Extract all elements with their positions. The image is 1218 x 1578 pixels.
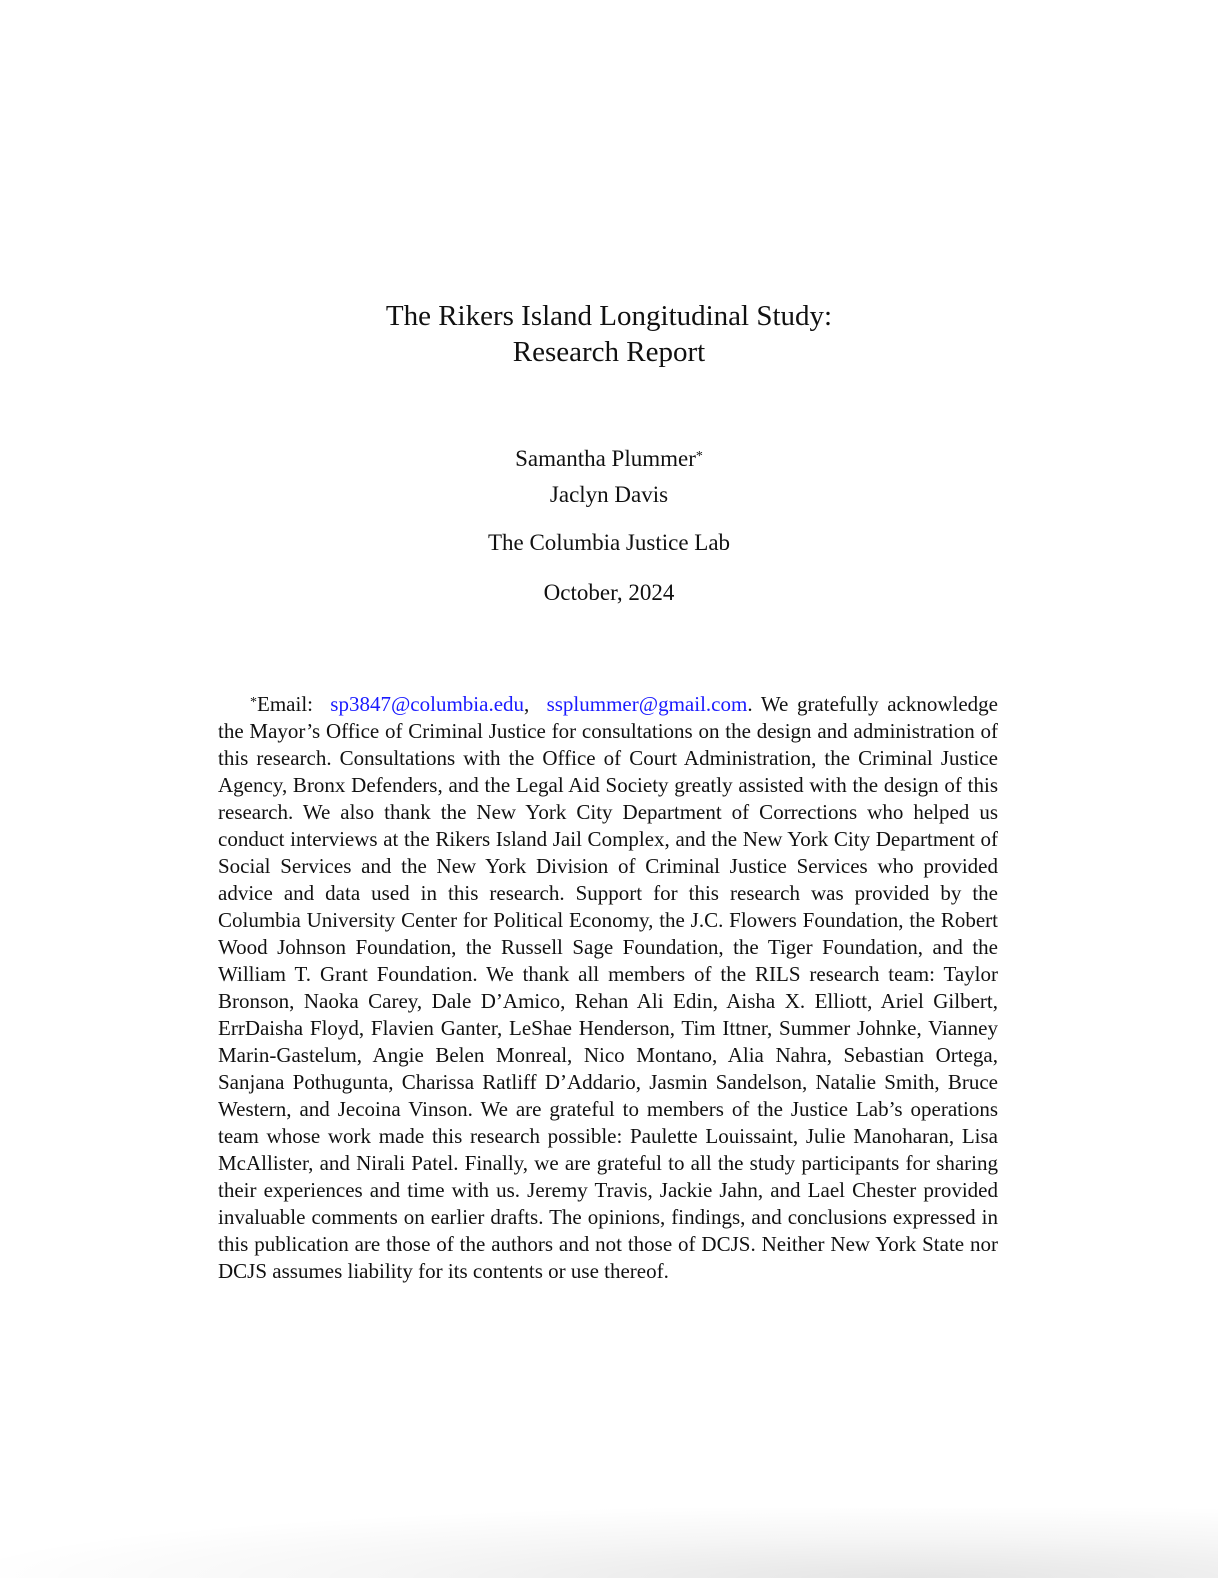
report-title bbox=[0, 298, 1218, 370]
title-line-2: Research Report bbox=[512, 336, 706, 368]
author-primary bbox=[0, 441, 1218, 477]
author-list bbox=[0, 441, 1218, 513]
affiliation: The Columbia Justice Lab bbox=[487, 530, 731, 555]
email-link-gmail[interactable]: ssplummer@gmail.com bbox=[546, 692, 748, 716]
page-bottom-shadow bbox=[0, 1508, 1218, 1578]
publication-date: October, 2024 bbox=[543, 580, 675, 605]
footnote-marker: * bbox=[250, 695, 257, 710]
author-name: Samantha Plummer bbox=[515, 446, 696, 471]
title-line-1: The Rikers Island Longitudinal Study: bbox=[385, 300, 833, 332]
author-name: Jaclyn Davis bbox=[549, 482, 669, 507]
footnote-marker: * bbox=[695, 449, 703, 464]
email-separator: , bbox=[524, 692, 530, 716]
email-link-columbia[interactable]: sp3847@columbia.edu bbox=[330, 692, 525, 716]
email-label: Email: bbox=[257, 692, 313, 716]
author-secondary bbox=[0, 477, 1218, 513]
acknowledgement-footnote bbox=[218, 691, 998, 1285]
acknowledgement-text: . We gratefully acknowledge the Mayor’s Office of Criminal Justice for consultations on the design and administration of this research. Consultations with the Office of Court Administration, the Criminal Justice Agency, Bronx Defenders, and the Legal Aid Society greatly assisted with the design of this research. We also thank the New York City Department of Corrections who helped us conduct interviews at the Rikers Island Jail Complex, and the New York City Department of Social Services and the New York Division of Criminal Justice Services who provided advice and data used in this research. Support for this research was provided by the Columbia University Center for Political Economy, the J.C. Flowers Foundation, the Robert Wood Johnson Foundation, the Russell Sage Foundation, the Tiger Foundation, and the William T. Grant Foundation. We thank all members of the RILS research team: Taylor Bronson, Naoka Carey, Dale D’Amico, Rehan Ali Edin, Aisha X. Elliott, Ariel Gilbert, ErrDaisha Floyd, Flavien Ganter, LeShae Henderson, Tim Ittner, Summer Johnke, Vianney Marin-Gastelum, Angie Belen Monreal, Nico Montano, Alia Nahra, Sebastian Ortega, Sanjana Pothugunta, Charissa Ratliff D’Addario, Jasmin Sandelson, Natalie Smith, Bruce Western, and Jecoina Vinson. We are grateful to members of the Justice Lab’s operations team whose work made this research possible: Paulette Louissaint, Julie Manoharan, Lisa McAllister, and Nirali Patel. Finally, we are grateful to all the study participants for sharing their experiences and time with us. Jeremy Travis, Jackie Jahn, and Lael Chester provided invaluable comments on earlier drafts. The opinions, findings, and conclusions expressed in this publication are those of the authors and not those of DCJS. Neither New York State nor DCJS assumes liability for its contents or use thereof. bbox=[218, 692, 998, 1283]
